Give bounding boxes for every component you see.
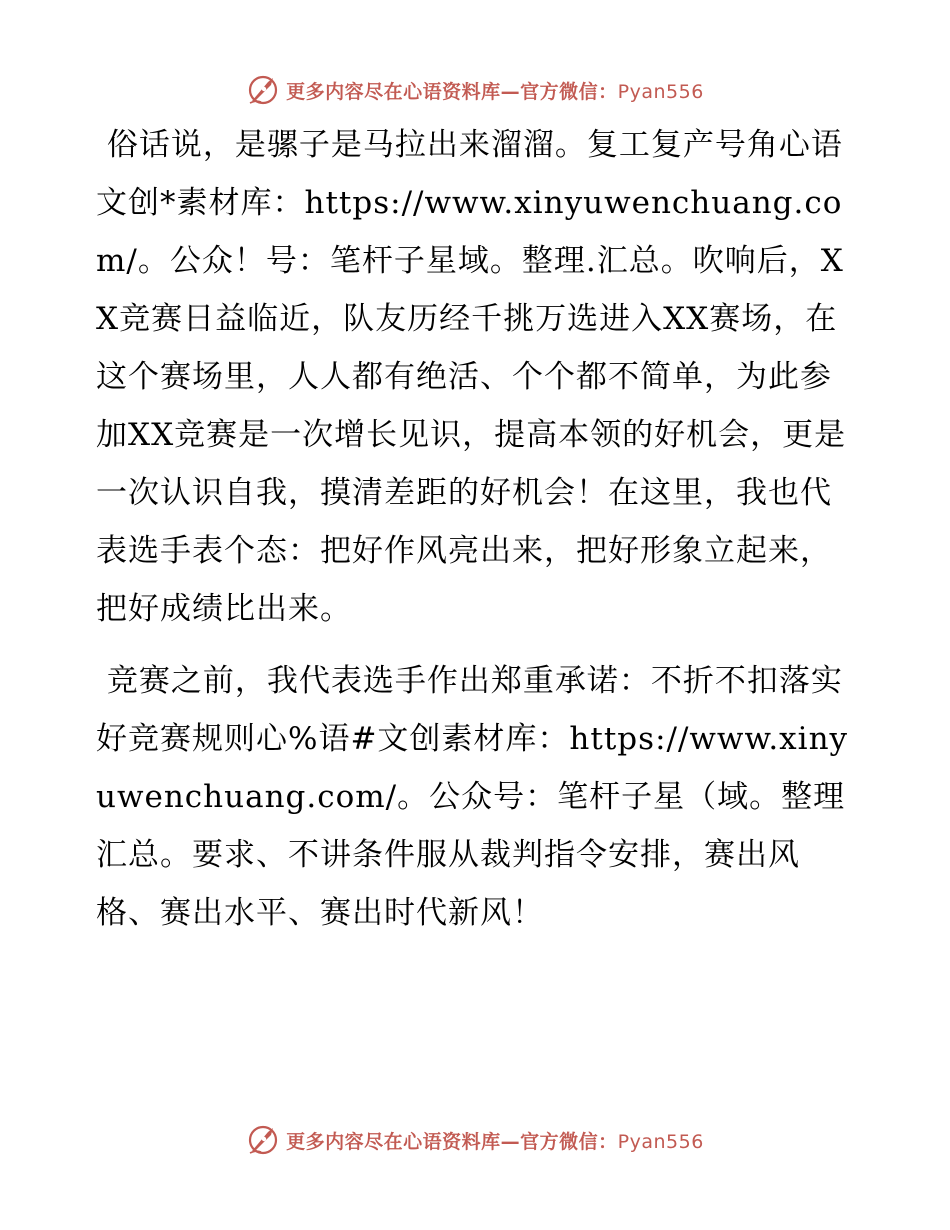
body-paragraph-1: 俗话说，是骡子是马拉出来溜溜。复工复产号角心语文创*素材库：https://www.xinyuwenchuang.com/。公众！号：笔杆子星域。整理.汇总。吹响后，XX竞赛日益临近，队友历经千挑万选进入XX赛场，在这个赛场里，人人都有绝活、个个都不简单，为此参加XX竞赛是一次增长见识，提高本领的好机会，更是一次认识自我，摸清差距的好机会！在这里，我也代表选手表个态：把好作风亮出来，把好形象立起来，把好成绩比出来。 — [96, 127, 847, 627]
header-watermark-text: 更多内容尽在心语资料库—官方微信：Pyan556 — [286, 80, 704, 103]
header-watermark-account: Pyan556 — [617, 80, 704, 103]
quill-pen-logo-icon — [246, 73, 280, 107]
quill-pen-logo-icon — [246, 1123, 280, 1157]
footer-watermark-account: Pyan556 — [617, 1130, 704, 1153]
body-paragraph-2: 竞赛之前，我代表选手作出郑重承诺：不折不扣落实好竞赛规则心%语#文创素材库：https://www.xinyuwenchuang.com/。公众号：笔杆子星（域。整理汇总。要求、不讲条件服从裁判指令安排，赛出风格、赛出水平、赛出时代新风！ — [96, 663, 849, 931]
footer-watermark-banner — [0, 1120, 950, 1160]
document-body — [96, 116, 856, 942]
header-watermark-banner — [0, 70, 950, 110]
footer-watermark-text: 更多内容尽在心语资料库—官方微信：Pyan556 — [286, 1130, 704, 1153]
